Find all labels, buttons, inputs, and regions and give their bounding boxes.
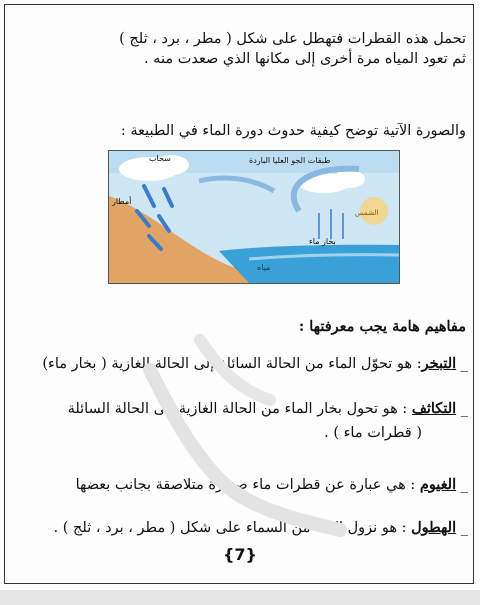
upper-air-label: طبقات الجو العليا الباردة: [249, 156, 331, 165]
intro-line-2: ثم تعود المياه مرة أخرى إلى مكانها الذي صعدت منه .: [143, 51, 466, 67]
water-label: مياه: [257, 263, 271, 272]
concept-definition: : هو تحوّل الماء من الحالة السائلة إلى الحالة الغازية ( بخار ماء): [42, 356, 422, 372]
concept-dash: _: [460, 401, 468, 417]
page-number: {7}: [223, 545, 257, 564]
concept-precipitation: [54, 519, 468, 537]
water-cycle-illustration: [109, 151, 399, 283]
concept-evaporation: [42, 355, 468, 373]
concept-condensation-line-2: ( قطرات ماء ) .: [324, 425, 422, 441]
vapor-label: بخار ماء: [309, 237, 336, 246]
concept-dash: _: [460, 477, 468, 493]
concepts-heading: مفاهيم هامة يجب معرفتها :: [298, 318, 466, 335]
concept-term: الغيوم: [419, 476, 457, 493]
sun-label: الشمس: [355, 209, 379, 217]
cloud-label: سحاب: [149, 154, 171, 163]
concept-clouds: [76, 476, 468, 494]
concept-condensation: [68, 400, 468, 418]
concept-dash: _: [460, 520, 468, 536]
concept-term: التكاثف: [411, 400, 457, 417]
concept-term: الهطول: [411, 519, 457, 536]
rain-label: أمطار: [112, 197, 132, 206]
concept-dash: _: [460, 356, 468, 372]
concept-term: التبخر: [421, 355, 457, 372]
diagram-sea: [219, 245, 399, 283]
concept-definition: : هي عبارة عن قطرات ماء صغيرة متلاصقة بجانب بعضها: [75, 477, 420, 493]
concept-definition: : هو تحول بخار الماء من الحالة الغازية إلى الحالة السائلة: [67, 401, 412, 417]
bottom-strip: [0, 590, 480, 605]
page-frame: [4, 4, 474, 584]
concept-definition: : هو نزول الماء من السماء على شكل ( مطر ، برد ، ثلج ) .: [53, 520, 412, 536]
water-cycle-diagram: [108, 150, 400, 284]
figure-intro: والصورة الآتية توضح كيفية حدوث دورة الماء في الطبيعة :: [120, 123, 466, 139]
intro-line-1: تحمل هذه القطرات فتهطل على شكل ( مطر ، برد ، ثلج ): [119, 31, 466, 47]
